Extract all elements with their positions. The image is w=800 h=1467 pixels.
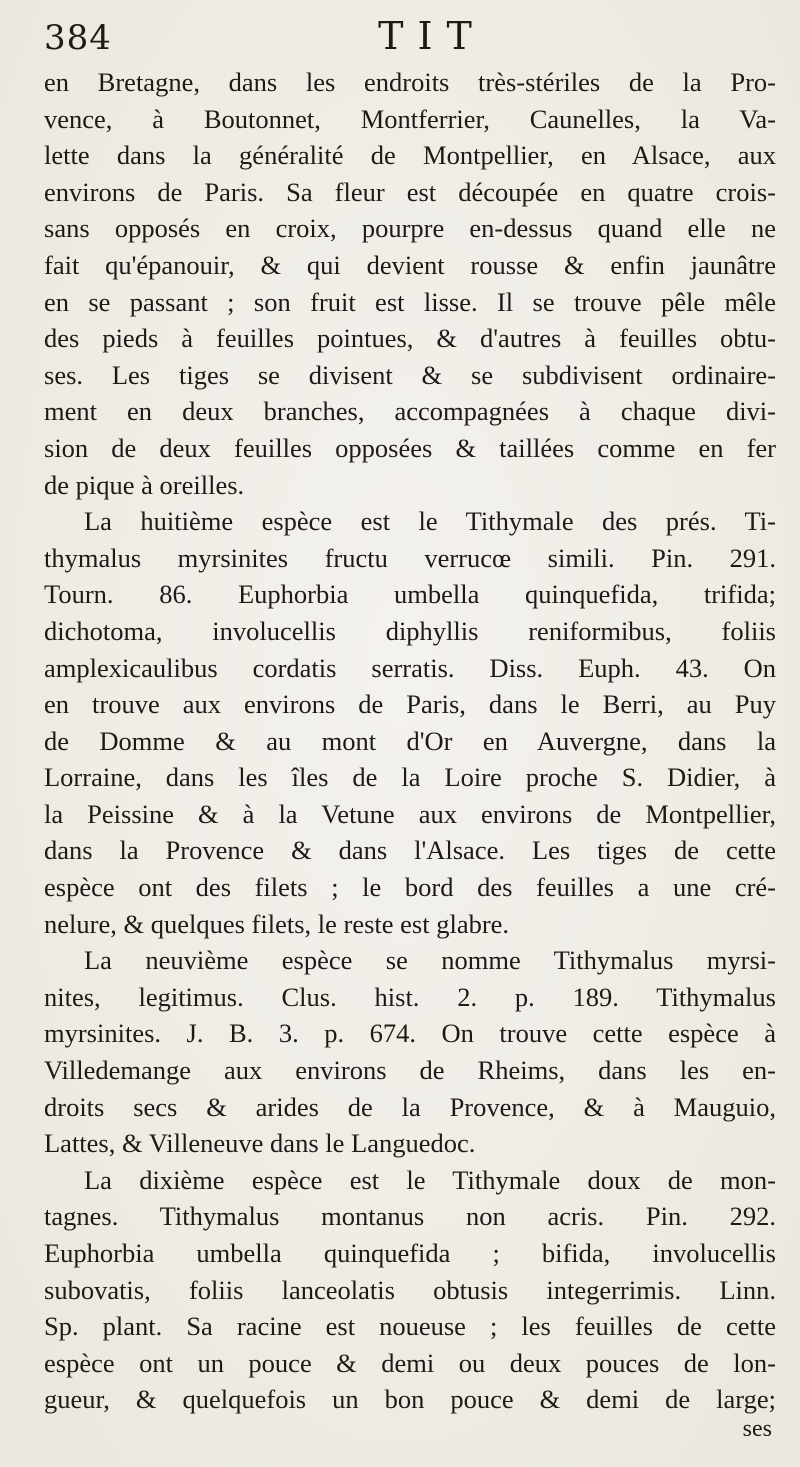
page-header (44, 0, 776, 64)
text-line: ses. Les tiges se divisent & se subdivisent ordinaire- (44, 359, 776, 390)
page-number: 384 (44, 18, 112, 58)
text-line: Lattes, & Villeneuve dans le Languedoc. (44, 1128, 476, 1159)
text-line: Lorraine, dans les îles de la Loire proche S. Didier, à (44, 762, 776, 793)
text-line: espèce ont des filets ; le bord des feuilles a une cré- (44, 872, 776, 903)
paragraph-start-line: La dixième espèce est le Tithymale doux de mon- (84, 1164, 776, 1195)
paragraph-start-line: La huitième espèce est le Tithymale des prés. Ti- (84, 506, 776, 537)
text-line: nites, legitimus. Clus. hist. 2. p. 189. Tithymalus (44, 981, 776, 1012)
text-line: Villedemange aux environs de Rheims, dans les en- (44, 1055, 776, 1086)
text-line: amplexicaulibus cordatis serratis. Diss. Euph. 43. On (44, 652, 776, 683)
text-line: dichotoma, involucellis diphyllis reniformibus, foliis (44, 615, 776, 646)
text-line: subovatis, foliis lanceolatis obtusis integerrimis. Linn. (44, 1274, 776, 1305)
text-line: en Bretagne, dans les endroits très-stériles de la Pro- (44, 67, 776, 97)
text-line: en se passant ; son fruit est lisse. Il se trouve pêle mêle (44, 286, 776, 317)
text-line: fait qu'épanouir, & qui devient rousse & enfin jaunâtre (44, 249, 776, 280)
text-line: droits secs & arides de la Provence, & à Mauguio, (44, 1091, 776, 1122)
text-line: environs de Paris. Sa fleur est découpée en quatre crois- (44, 176, 776, 207)
text-line: de Domme & au mont d'Or en Auvergne, dans la (44, 725, 776, 756)
text-line: vence, à Boutonnet, Montferrier, Caunelles, la Va- (44, 103, 776, 134)
text-line: espèce ont un pouce & demi ou deux pouces de lon- (44, 1347, 776, 1378)
body-text (44, 64, 776, 1418)
text-line: ment en deux branches, accompagnées à chaque divi- (44, 396, 776, 427)
text-line: myrsinites. J. B. 3. p. 674. On trouve cette espèce à (44, 1018, 776, 1049)
text-line: des pieds à feuilles pointues, & d'autres à feuilles obtu- (44, 323, 776, 354)
text-line: thymalus myrsinites fructu verrucœ simili. Pin. 291. (44, 542, 776, 573)
text-line: dans la Provence & dans l'Alsace. Les tiges de cette (44, 835, 776, 866)
paragraph-start-line: La neuvième espèce se nomme Tithymalus myrsi- (84, 945, 776, 976)
text-line: Tourn. 86. Euphorbia umbella quinquefida, trifida; (44, 579, 776, 610)
catchword: ses (742, 1415, 772, 1442)
text-line: lette dans la généralité de Montpellier, en Alsace, aux (44, 140, 776, 171)
running-head: TIT (378, 14, 486, 58)
text-line: la Peissine & à la Vetune aux environs de Montpellier, (44, 798, 776, 829)
text-line: Euphorbia umbella quinquefida ; bifida, involucellis (44, 1238, 776, 1268)
text-line: Sp. plant. Sa racine est noueuse ; les feuilles de cette (44, 1311, 776, 1342)
text-line: gueur, & quelquefois un bon pouce & demi de large; (44, 1384, 776, 1415)
text-line: sion de deux feuilles opposées & taillées comme en fer (44, 432, 776, 463)
text-line: sans opposés en croix, pourpre en-dessus quand elle ne (44, 213, 776, 244)
text-line: en trouve aux environs de Paris, dans le Berri, au Puy (44, 689, 776, 720)
text-line: nelure, & quelques filets, le reste est glabre. (44, 908, 510, 939)
text-line: tagnes. Tithymalus montanus non acris. Pin. 292. (44, 1201, 776, 1232)
text-line: de pique à oreilles. (44, 469, 245, 500)
